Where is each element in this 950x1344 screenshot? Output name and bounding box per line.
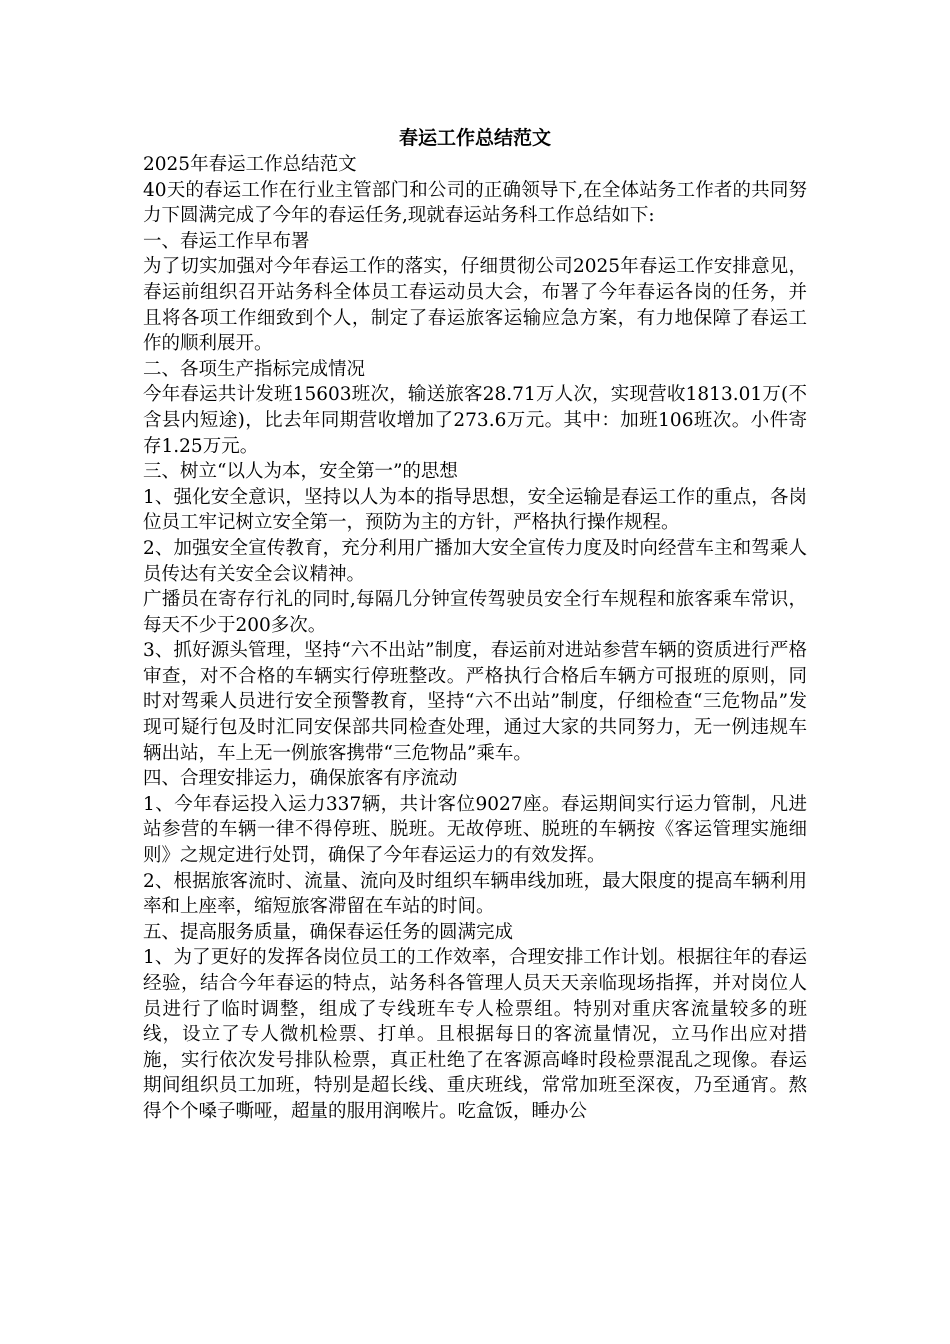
section-heading-4: 四、合理安排运力，确保旅客有序流动 (143, 768, 458, 790)
paragraph-5-1: 1、为了更好的发挥各岗位员工的工作效率，合理安排工作计划。根据往年的春运经验，结合今年春运的特点，站务科各管理人员天天亲临现场指挥，并对岗位人员进行了临时调整，组成了专线班车专人检票组。特别对重庆客流量较多的班线，设立了专人微机检票、打单。且根据每日的客流量情况，立马作出应对措施，实行依次发号排队检票，真正杜绝了在客源高峰时段检票混乱之现像。春运期间组织员工加班，特别是超长线、重庆班线，常常加班至深夜，乃至通宵。熬得个个嗓子嘶哑，超量的服用润喉片。吃盒饭，睡办公 (143, 947, 807, 1122)
paragraph-3-2: 2、加强安全宣传教育，充分利用广播加大安全宣传力度及时向经营车主和驾乘人员传达有关安全会议精神。 (143, 537, 807, 585)
paragraph-4-1: 1、今年春运投入运力337辆，共计客位9027座。春运期间实行运力管制，凡进站参营的车辆一律不得停班、脱班。无故停班、脱班的车辆按《客运管理实施细则》之规定进行处罚，确保了今年春运运力的有效发挥。 (143, 793, 807, 867)
paragraph-4-2: 2、根据旅客流时、流量、流向及时组织车辆串线加班，最大限度的提高车辆利用率和上座率，缩短旅客滞留在车站的时间。 (143, 870, 807, 918)
paragraph-subtitle: 2025年春运工作总结范文 (143, 154, 357, 175)
paragraph-section-2: 今年春运共计发班15603班次，输送旅客28.71万人次，实现营收1813.01万(不含县内短途)，比去年同期营收增加了273.6万元。其中：加班106班次。小件寄存1.25万元。 (143, 384, 807, 457)
section-heading-2: 二、各项生产指标完成情况 (143, 358, 366, 380)
section-heading-1: 一、春运工作早布署 (143, 230, 310, 252)
paragraph-intro: 40天的春运工作在行业主管部门和公司的正确领导下,在全体站务工作者的共同努力下圆满完成了今年的春运任务,现就春运站务科工作总结如下: (143, 179, 807, 227)
paragraph-3-2-broadcast: 广播员在寄存行礼的同时,每隔几分钟宣传驾驶员安全行车规程和旅客乘车常识，每天不少于200多次。 (143, 589, 807, 636)
section-heading-5: 五、提高服务质量，确保春运任务的圆满完成 (143, 921, 514, 943)
document-page (143, 126, 807, 1125)
paragraph-section-1: 为了切实加强对今年春运工作的落实，仔细贯彻公司2025年春运工作安排意见，春运前组织召开站务科全体员工春运动员大会，布署了今年春运各岗的任务，并且将各项工作细致到个人，制定了春运旅客运输应急方案，有力地保障了春运工作的顺利展开。 (143, 256, 807, 355)
document-title: 春运工作总结范文 (398, 127, 551, 149)
paragraph-3-3: 3、抓好源头管理，坚持“六不出站”制度，春运前对进站参营车辆的资质进行严格审查，对不合格的车辆实行停班整改。严格执行合格后车辆方可报班的原则，同时对驾乘人员进行安全预警教育，坚持“六不出站”制度，仔细检查“三危物品”发现可疑行包及时汇同安保部共同检查处理，通过大家的共同努力，无一例违规车辆出站，车上无一例旅客携带“三危物品”乘车。 (143, 640, 807, 764)
section-heading-3: 三、树立“以人为本，安全第一”的思想 (143, 461, 458, 483)
paragraph-3-1: 1、强化安全意识，坚持以人为本的指导思想，安全运输是春运工作的重点，各岗位员工牢记树立安全第一，预防为主的方针，严格执行操作规程。 (143, 486, 807, 534)
